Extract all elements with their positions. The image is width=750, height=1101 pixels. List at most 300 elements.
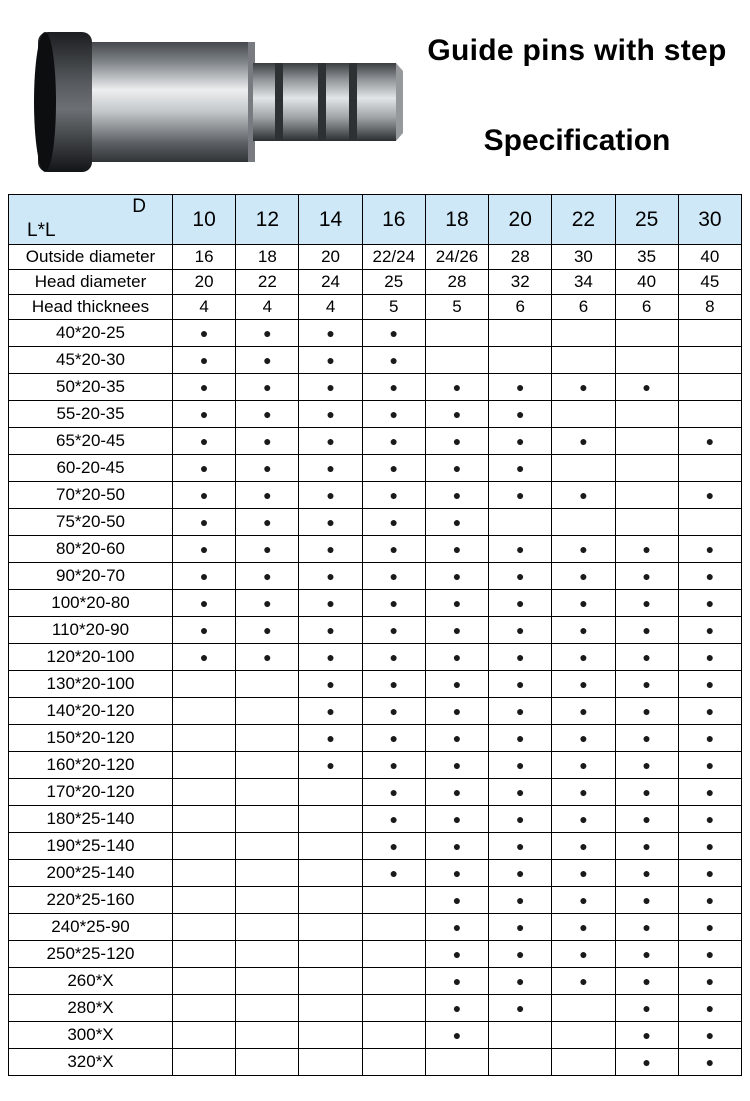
availability-cell: [173, 995, 236, 1022]
availability-cell: ●: [552, 374, 615, 401]
availability-cell: ●: [362, 509, 425, 536]
availability-cell: ●: [362, 347, 425, 374]
spec-row: [9, 295, 742, 320]
availability-cell: [552, 401, 615, 428]
availability-cell: ●: [615, 563, 678, 590]
availability-cell: [236, 968, 299, 995]
spec-value-cell: 6: [489, 295, 552, 320]
availability-cell: [236, 806, 299, 833]
product-photo: [0, 0, 404, 194]
availability-cell: ●: [173, 590, 236, 617]
availability-cell: [173, 968, 236, 995]
availability-cell: ●: [615, 779, 678, 806]
availability-cell: [425, 1049, 488, 1076]
spec-value-cell: 22/24: [362, 245, 425, 270]
availability-cell: ●: [489, 725, 552, 752]
availability-cell: ●: [362, 779, 425, 806]
availability-cell: [299, 806, 362, 833]
size-row-label: 55-20-35: [9, 401, 173, 428]
diameter-header-cell: 14: [299, 195, 362, 245]
availability-cell: ●: [299, 563, 362, 590]
availability-cell: ●: [425, 860, 488, 887]
availability-cell: ●: [678, 1049, 741, 1076]
availability-cell: [173, 698, 236, 725]
availability-cell: ●: [552, 752, 615, 779]
availability-cell: ●: [299, 590, 362, 617]
availability-cell: [678, 509, 741, 536]
size-row: [9, 401, 742, 428]
availability-cell: ●: [362, 644, 425, 671]
availability-cell: ●: [678, 428, 741, 455]
size-row-label: 75*20-50: [9, 509, 173, 536]
size-row: [9, 428, 742, 455]
spec-value-cell: 5: [362, 295, 425, 320]
availability-cell: ●: [425, 779, 488, 806]
size-row: [9, 347, 742, 374]
availability-cell: ●: [615, 752, 678, 779]
availability-cell: ●: [425, 968, 488, 995]
availability-cell: [615, 509, 678, 536]
size-row: [9, 887, 742, 914]
availability-cell: ●: [489, 563, 552, 590]
availability-cell: ●: [678, 725, 741, 752]
availability-cell: ●: [678, 806, 741, 833]
size-row-label: 130*20-100: [9, 671, 173, 698]
availability-cell: ●: [362, 428, 425, 455]
spec-value-cell: 32: [489, 270, 552, 295]
availability-cell: ●: [489, 617, 552, 644]
size-row-label: 140*20-120: [9, 698, 173, 725]
availability-cell: [362, 941, 425, 968]
availability-cell: [173, 1022, 236, 1049]
availability-cell: ●: [173, 320, 236, 347]
availability-cell: ●: [236, 347, 299, 374]
availability-cell: ●: [425, 1022, 488, 1049]
corner-label-d: D: [132, 196, 146, 217]
spec-row: [9, 270, 742, 295]
availability-cell: ●: [425, 914, 488, 941]
availability-cell: [299, 887, 362, 914]
availability-cell: ●: [678, 644, 741, 671]
availability-cell: [615, 320, 678, 347]
spec-value-cell: 4: [236, 295, 299, 320]
availability-cell: ●: [425, 671, 488, 698]
availability-cell: [362, 968, 425, 995]
availability-cell: [552, 347, 615, 374]
availability-cell: ●: [425, 374, 488, 401]
availability-cell: [552, 320, 615, 347]
availability-cell: [552, 1049, 615, 1076]
availability-cell: ●: [173, 482, 236, 509]
availability-cell: ●: [362, 617, 425, 644]
availability-cell: ●: [236, 428, 299, 455]
availability-cell: ●: [678, 617, 741, 644]
spec-row-label: Head diameter: [9, 270, 173, 295]
availability-cell: ●: [489, 941, 552, 968]
availability-cell: ●: [552, 941, 615, 968]
availability-cell: [678, 374, 741, 401]
spec-value-cell: 40: [615, 270, 678, 295]
size-row: [9, 779, 742, 806]
availability-cell: ●: [299, 482, 362, 509]
availability-cell: [236, 860, 299, 887]
availability-cell: ●: [425, 401, 488, 428]
availability-cell: ●: [678, 698, 741, 725]
spec-value-cell: 24/26: [425, 245, 488, 270]
availability-cell: ●: [552, 482, 615, 509]
availability-cell: ●: [489, 887, 552, 914]
availability-cell: [425, 320, 488, 347]
availability-cell: [362, 1022, 425, 1049]
spec-value-cell: 6: [552, 295, 615, 320]
availability-cell: [173, 887, 236, 914]
availability-cell: [173, 833, 236, 860]
availability-cell: ●: [489, 536, 552, 563]
availability-cell: [236, 1049, 299, 1076]
availability-cell: [299, 833, 362, 860]
availability-cell: ●: [552, 860, 615, 887]
availability-cell: [299, 968, 362, 995]
availability-cell: ●: [299, 455, 362, 482]
size-row-label: 50*20-35: [9, 374, 173, 401]
size-row: [9, 374, 742, 401]
size-row: [9, 536, 742, 563]
availability-cell: [552, 509, 615, 536]
availability-cell: ●: [615, 941, 678, 968]
spec-value-cell: 34: [552, 270, 615, 295]
availability-cell: [678, 455, 741, 482]
availability-cell: [236, 995, 299, 1022]
availability-cell: ●: [678, 779, 741, 806]
size-row: [9, 833, 742, 860]
availability-cell: [236, 914, 299, 941]
availability-cell: ●: [362, 563, 425, 590]
size-row-label: 200*25-140: [9, 860, 173, 887]
size-row-label: 160*20-120: [9, 752, 173, 779]
spec-value-cell: 40: [678, 245, 741, 270]
size-row-label: 120*20-100: [9, 644, 173, 671]
availability-cell: ●: [236, 401, 299, 428]
availability-cell: ●: [489, 698, 552, 725]
availability-cell: [173, 806, 236, 833]
diameter-header-cell: 30: [678, 195, 741, 245]
availability-cell: [173, 914, 236, 941]
spec-value-cell: 35: [615, 245, 678, 270]
availability-cell: [236, 887, 299, 914]
availability-cell: ●: [489, 401, 552, 428]
availability-cell: ●: [299, 428, 362, 455]
size-row: [9, 320, 742, 347]
spec-value-cell: 5: [425, 295, 488, 320]
availability-cell: [173, 1049, 236, 1076]
availability-cell: ●: [615, 725, 678, 752]
availability-cell: ●: [552, 968, 615, 995]
availability-cell: ●: [299, 617, 362, 644]
availability-cell: [299, 914, 362, 941]
spec-row-label: Head thicknees: [9, 295, 173, 320]
availability-cell: [489, 320, 552, 347]
availability-cell: ●: [489, 482, 552, 509]
availability-cell: [615, 401, 678, 428]
availability-cell: ●: [362, 860, 425, 887]
availability-cell: ●: [173, 617, 236, 644]
diameter-header-cell: 12: [236, 195, 299, 245]
availability-cell: ●: [299, 644, 362, 671]
size-row: [9, 914, 742, 941]
size-row-label: 45*20-30: [9, 347, 173, 374]
spec-value-cell: 20: [299, 245, 362, 270]
availability-cell: [299, 1049, 362, 1076]
availability-cell: [362, 914, 425, 941]
availability-cell: [615, 428, 678, 455]
availability-cell: ●: [362, 536, 425, 563]
availability-cell: ●: [173, 644, 236, 671]
availability-cell: ●: [425, 455, 488, 482]
availability-cell: [236, 671, 299, 698]
availability-cell: ●: [299, 698, 362, 725]
availability-cell: [299, 995, 362, 1022]
diameter-header-cell: 10: [173, 195, 236, 245]
size-row-label: 320*X: [9, 1049, 173, 1076]
availability-cell: ●: [425, 806, 488, 833]
availability-cell: ●: [362, 671, 425, 698]
availability-cell: ●: [362, 698, 425, 725]
availability-cell: ●: [552, 779, 615, 806]
availability-cell: ●: [362, 833, 425, 860]
availability-cell: ●: [173, 455, 236, 482]
availability-cell: [489, 1022, 552, 1049]
diameter-header-cell: 18: [425, 195, 488, 245]
availability-cell: ●: [425, 482, 488, 509]
size-row: [9, 617, 742, 644]
size-row: [9, 968, 742, 995]
availability-cell: ●: [615, 374, 678, 401]
availability-cell: ●: [552, 887, 615, 914]
availability-cell: ●: [615, 1049, 678, 1076]
availability-cell: ●: [236, 455, 299, 482]
availability-cell: [236, 779, 299, 806]
availability-cell: ●: [678, 968, 741, 995]
availability-cell: [552, 995, 615, 1022]
availability-cell: ●: [678, 887, 741, 914]
size-row: [9, 590, 742, 617]
availability-cell: ●: [173, 428, 236, 455]
size-row: [9, 644, 742, 671]
availability-cell: ●: [489, 914, 552, 941]
availability-cell: ●: [425, 428, 488, 455]
availability-cell: ●: [552, 617, 615, 644]
size-row-label: 250*25-120: [9, 941, 173, 968]
size-row: [9, 482, 742, 509]
availability-cell: [173, 779, 236, 806]
size-row: [9, 1022, 742, 1049]
availability-cell: ●: [489, 995, 552, 1022]
size-row: [9, 725, 742, 752]
availability-cell: ●: [299, 374, 362, 401]
size-row-label: 70*20-50: [9, 482, 173, 509]
availability-cell: ●: [173, 509, 236, 536]
spec-value-cell: 28: [425, 270, 488, 295]
availability-cell: ●: [236, 590, 299, 617]
availability-cell: ●: [489, 860, 552, 887]
availability-cell: [489, 347, 552, 374]
availability-cell: ●: [173, 536, 236, 563]
availability-cell: [236, 752, 299, 779]
availability-cell: [173, 671, 236, 698]
availability-cell: ●: [678, 860, 741, 887]
page-title: Guide pins with step: [427, 34, 727, 67]
availability-cell: ●: [678, 833, 741, 860]
availability-cell: [299, 860, 362, 887]
availability-cell: ●: [552, 698, 615, 725]
availability-cell: ●: [678, 1022, 741, 1049]
availability-cell: ●: [425, 644, 488, 671]
availability-cell: ●: [489, 455, 552, 482]
availability-cell: [173, 941, 236, 968]
availability-cell: ●: [362, 320, 425, 347]
availability-cell: ●: [615, 617, 678, 644]
availability-cell: ●: [425, 509, 488, 536]
availability-cell: ●: [425, 941, 488, 968]
size-row-label: 110*20-90: [9, 617, 173, 644]
availability-cell: ●: [615, 536, 678, 563]
size-row: [9, 671, 742, 698]
spec-value-cell: 20: [173, 270, 236, 295]
availability-cell: ●: [678, 590, 741, 617]
availability-cell: [236, 725, 299, 752]
corner-label-ll: L*L: [27, 220, 56, 241]
availability-cell: ●: [489, 833, 552, 860]
size-row: [9, 752, 742, 779]
availability-cell: ●: [552, 428, 615, 455]
spec-value-cell: 8: [678, 295, 741, 320]
availability-cell: [173, 725, 236, 752]
spec-row-label: Outside diameter: [9, 245, 173, 270]
size-row: [9, 995, 742, 1022]
availability-cell: ●: [552, 833, 615, 860]
size-row-label: 300*X: [9, 1022, 173, 1049]
availability-cell: ●: [552, 590, 615, 617]
availability-cell: ●: [425, 590, 488, 617]
availability-cell: [362, 887, 425, 914]
availability-cell: ●: [615, 914, 678, 941]
availability-cell: ●: [425, 995, 488, 1022]
availability-cell: ●: [362, 590, 425, 617]
spec-row: [9, 245, 742, 270]
size-row-label: 240*25-90: [9, 914, 173, 941]
availability-cell: ●: [236, 374, 299, 401]
availability-cell: ●: [615, 968, 678, 995]
size-row: [9, 509, 742, 536]
corner-cell: [9, 195, 173, 245]
size-row: [9, 698, 742, 725]
availability-cell: ●: [425, 887, 488, 914]
spec-value-cell: 45: [678, 270, 741, 295]
diameter-header-cell: 20: [489, 195, 552, 245]
availability-cell: ●: [678, 536, 741, 563]
availability-cell: ●: [615, 806, 678, 833]
spec-value-cell: 28: [489, 245, 552, 270]
availability-cell: ●: [173, 347, 236, 374]
availability-cell: ●: [236, 482, 299, 509]
availability-cell: [552, 1022, 615, 1049]
availability-cell: ●: [615, 1022, 678, 1049]
availability-cell: [678, 320, 741, 347]
availability-cell: ●: [678, 995, 741, 1022]
availability-cell: [615, 347, 678, 374]
availability-cell: ●: [489, 644, 552, 671]
spec-table: [8, 194, 742, 1076]
availability-cell: ●: [615, 644, 678, 671]
size-row-label: 60-20-45: [9, 455, 173, 482]
availability-cell: [362, 1049, 425, 1076]
availability-cell: ●: [425, 833, 488, 860]
spec-value-cell: 30: [552, 245, 615, 270]
availability-cell: ●: [615, 860, 678, 887]
availability-cell: ●: [299, 347, 362, 374]
guide-pin-image: [12, 12, 404, 192]
availability-cell: ●: [678, 482, 741, 509]
availability-cell: ●: [678, 671, 741, 698]
availability-cell: ●: [425, 617, 488, 644]
availability-cell: ●: [299, 725, 362, 752]
top-section: [0, 0, 750, 194]
size-row-label: 80*20-60: [9, 536, 173, 563]
size-row-label: 280*X: [9, 995, 173, 1022]
spec-value-cell: 25: [362, 270, 425, 295]
availability-cell: [173, 752, 236, 779]
availability-cell: [552, 455, 615, 482]
size-row: [9, 455, 742, 482]
availability-cell: ●: [299, 671, 362, 698]
availability-cell: ●: [299, 536, 362, 563]
availability-cell: ●: [362, 752, 425, 779]
availability-cell: [489, 509, 552, 536]
size-row-label: 40*20-25: [9, 320, 173, 347]
title-block: [404, 0, 750, 194]
availability-cell: ●: [362, 401, 425, 428]
availability-cell: ●: [615, 590, 678, 617]
availability-cell: ●: [173, 401, 236, 428]
availability-cell: ●: [615, 833, 678, 860]
availability-cell: ●: [425, 536, 488, 563]
spec-value-cell: 4: [299, 295, 362, 320]
availability-cell: ●: [552, 914, 615, 941]
availability-cell: ●: [552, 806, 615, 833]
size-row-label: 100*20-80: [9, 590, 173, 617]
spec-value-cell: 22: [236, 270, 299, 295]
availability-cell: [236, 941, 299, 968]
size-row: [9, 806, 742, 833]
availability-cell: ●: [425, 725, 488, 752]
availability-cell: [299, 941, 362, 968]
spec-value-cell: 6: [615, 295, 678, 320]
availability-cell: ●: [236, 563, 299, 590]
size-row: [9, 860, 742, 887]
size-row: [9, 941, 742, 968]
spec-value-cell: 16: [173, 245, 236, 270]
availability-cell: [299, 779, 362, 806]
availability-cell: [425, 347, 488, 374]
size-row-label: 260*X: [9, 968, 173, 995]
availability-cell: ●: [615, 887, 678, 914]
size-row-label: 190*25-140: [9, 833, 173, 860]
section-title-specification: Specification: [483, 124, 671, 157]
availability-cell: ●: [489, 428, 552, 455]
availability-cell: ●: [236, 644, 299, 671]
size-row: [9, 1049, 742, 1076]
availability-cell: [615, 482, 678, 509]
